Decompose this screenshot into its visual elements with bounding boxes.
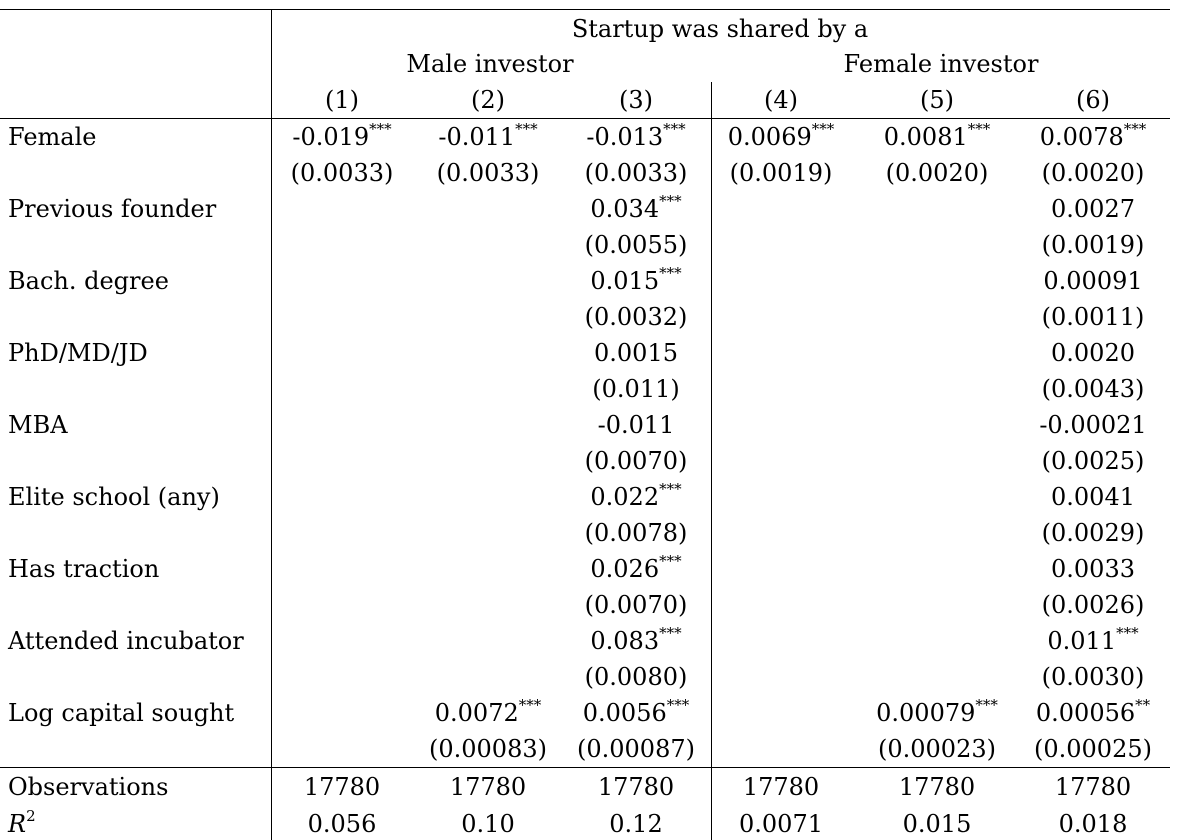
coefficient-cell: -0.011*** bbox=[438, 120, 538, 151]
standard-error-cell: (0.0020) bbox=[1041, 159, 1145, 187]
coefficient-cell: 0.0015 bbox=[594, 339, 678, 367]
footer-cell: 0.10 bbox=[461, 810, 515, 838]
coefficient-cell: 0.0056*** bbox=[582, 696, 690, 727]
standard-error-cell: (0.011) bbox=[592, 375, 680, 403]
standard-error-cell: (0.00025) bbox=[1034, 735, 1152, 763]
top-rule bbox=[0, 9, 1170, 10]
standard-error-cell: (0.0033) bbox=[290, 159, 394, 187]
standard-error-cell: (0.0020) bbox=[885, 159, 989, 187]
coefficient-cell: 0.0041 bbox=[1051, 483, 1135, 511]
column-number: (5) bbox=[920, 86, 954, 114]
coefficient-cell: 0.00091 bbox=[1043, 267, 1143, 295]
coefficient-cell: 0.034*** bbox=[590, 192, 682, 223]
coefficient-cell: -0.00021 bbox=[1039, 411, 1147, 439]
header-rule bbox=[0, 118, 1170, 119]
row-label: Has traction bbox=[8, 555, 160, 583]
coefficient-cell: 0.026*** bbox=[590, 552, 682, 583]
footer-cell: 17780 bbox=[742, 773, 820, 801]
standard-error-cell: (0.0080) bbox=[584, 663, 688, 691]
standard-error-cell: (0.0033) bbox=[436, 159, 540, 187]
row-label: Female bbox=[8, 123, 97, 151]
standard-error-cell: (0.0032) bbox=[584, 303, 688, 331]
footer-cell: 0.056 bbox=[307, 810, 377, 838]
standard-error-cell: (0.0011) bbox=[1041, 303, 1145, 331]
row-label: Previous founder bbox=[8, 195, 217, 223]
header-male-group: Male investor bbox=[406, 50, 574, 78]
footer-cell: 17780 bbox=[1054, 773, 1132, 801]
standard-error-cell: (0.0025) bbox=[1041, 447, 1145, 475]
coefficient-cell: 0.0033 bbox=[1051, 555, 1135, 583]
coefficient-cell: -0.011 bbox=[597, 411, 675, 439]
column-number: (3) bbox=[619, 86, 653, 114]
footer-cell: 0.0071 bbox=[739, 810, 823, 838]
coefficient-cell: 0.0027 bbox=[1051, 195, 1135, 223]
standard-error-cell: (0.00087) bbox=[577, 735, 695, 763]
standard-error-cell: (0.0030) bbox=[1041, 663, 1145, 691]
header-top: Startup was shared by a bbox=[571, 15, 869, 43]
row-label: PhD/MD/JD bbox=[8, 339, 148, 367]
coefficient-cell: 0.0069*** bbox=[727, 120, 835, 151]
row-label: Log capital sought bbox=[8, 699, 235, 727]
coefficient-cell: 0.083*** bbox=[590, 624, 682, 655]
r-squared-label: $R^2$ bbox=[8, 807, 36, 838]
column-number: (4) bbox=[764, 86, 798, 114]
standard-error-cell: (0.0033) bbox=[584, 159, 688, 187]
standard-error-cell: (0.00083) bbox=[429, 735, 547, 763]
footer-rule bbox=[0, 767, 1170, 768]
coefficient-cell: 0.022*** bbox=[590, 480, 682, 511]
stub-divider bbox=[271, 9, 272, 840]
group-divider bbox=[711, 82, 712, 840]
coefficient-cell: 0.015*** bbox=[590, 264, 682, 295]
coefficient-cell: 0.011*** bbox=[1047, 624, 1139, 655]
coefficient-cell: -0.019*** bbox=[292, 120, 392, 151]
standard-error-cell: (0.00023) bbox=[878, 735, 996, 763]
observations-label: Observations bbox=[8, 773, 169, 801]
standard-error-cell: (0.0019) bbox=[729, 159, 833, 187]
coefficient-cell: 0.0020 bbox=[1051, 339, 1135, 367]
row-label: Elite school (any) bbox=[8, 483, 220, 511]
standard-error-cell: (0.0029) bbox=[1041, 519, 1145, 547]
footer-cell: 17780 bbox=[898, 773, 976, 801]
coefficient-cell: -0.013*** bbox=[586, 120, 686, 151]
footer-cell: 17780 bbox=[597, 773, 675, 801]
column-number: (1) bbox=[325, 86, 359, 114]
standard-error-cell: (0.0026) bbox=[1041, 591, 1145, 619]
coefficient-cell: 0.00079*** bbox=[876, 696, 998, 727]
standard-error-cell: (0.0078) bbox=[584, 519, 688, 547]
column-number: (6) bbox=[1076, 86, 1110, 114]
coefficient-cell: 0.0081*** bbox=[883, 120, 991, 151]
standard-error-cell: (0.0070) bbox=[584, 447, 688, 475]
footer-cell: 0.018 bbox=[1058, 810, 1128, 838]
footer-cell: 0.015 bbox=[902, 810, 972, 838]
standard-error-cell: (0.0070) bbox=[584, 591, 688, 619]
footer-cell: 0.12 bbox=[609, 810, 663, 838]
standard-error-cell: (0.0019) bbox=[1041, 231, 1145, 259]
column-number: (2) bbox=[471, 86, 505, 114]
row-label: MBA bbox=[8, 411, 68, 439]
standard-error-cell: (0.0043) bbox=[1041, 375, 1145, 403]
standard-error-cell: (0.0055) bbox=[584, 231, 688, 259]
coefficient-cell: 0.0078*** bbox=[1039, 120, 1147, 151]
footer-cell: 17780 bbox=[303, 773, 381, 801]
row-label: Bach. degree bbox=[8, 267, 169, 295]
coefficient-cell: 0.00056** bbox=[1035, 696, 1151, 727]
header-female-group: Female investor bbox=[843, 50, 1039, 78]
coefficient-cell: 0.0072*** bbox=[434, 696, 542, 727]
footer-cell: 17780 bbox=[449, 773, 527, 801]
row-label: Attended incubator bbox=[8, 627, 244, 655]
